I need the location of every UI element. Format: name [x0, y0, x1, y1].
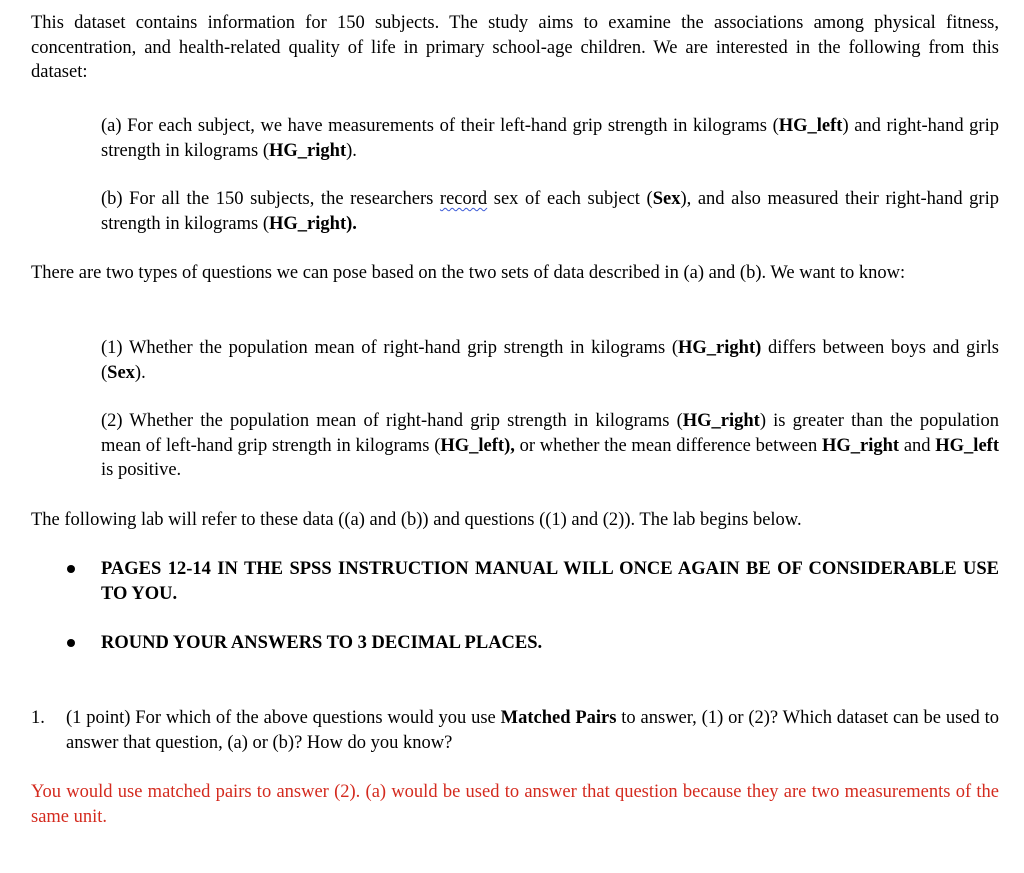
dataset-b-text-3: ), and also measured their right-hand grip strength in kilograms ( — [101, 189, 999, 234]
dataset-a-text-2: ) and right-hand grip strength in kilograms ( — [101, 116, 999, 161]
question-1-text-3: ). — [134, 362, 146, 383]
question-2-text-3: or whether the mean difference between — [514, 435, 822, 456]
variable-sex: Sex — [107, 362, 135, 383]
bullet-dot-icon — [67, 639, 75, 647]
dataset-b-paragraph — [101, 187, 999, 236]
question-number: 1. — [31, 708, 45, 728]
question-1-prompt — [66, 706, 999, 755]
matched-pairs-term: Matched Pairs — [500, 708, 617, 728]
variable-hg-left: HG_left), — [440, 435, 515, 456]
question-1-prompt-text-2: to answer, (1) or (2)? Which dataset can be used to answer that question, (a) or (b)? How do you know? — [66, 708, 999, 753]
lab-intro-paragraph: The following lab will refer to these data ((a) and (b)) and questions ((1) and (2)). The lab begins below. — [31, 510, 802, 530]
questions-intro-paragraph: There are two types of questions we can pose based on the two sets of data described in (a) and (b). We want to know: — [31, 263, 906, 283]
intro-paragraph: This dataset contains information for 150 subjects. The study aims to examine the associations among physical fitness, concentration, and health-related quality of life in primary school-age children. We are interested in the following from this dataset: — [31, 13, 999, 82]
question-2-text-4: and — [899, 435, 936, 456]
dataset-a-text-3: ). — [346, 140, 357, 161]
variable-hg-left: HG_left — [935, 435, 999, 456]
spellcheck-word: record — [439, 189, 488, 209]
variable-hg-right: HG_right — [682, 411, 760, 431]
question-1-text-1: (1) Whether the population mean of right-hand grip strength in kilograms ( — [101, 338, 679, 358]
bullet-instruction-manual: PAGES 12-14 IN THE SPSS INSTRUCTION MANUAL WILL ONCE AGAIN BE OF CONSIDERABLE USE TO YOU. — [101, 559, 999, 604]
question-1-paragraph — [101, 336, 999, 385]
variable-hg-right: HG_right — [821, 435, 900, 456]
dataset-a-text-1: (a) For each subject, we have measurements of their left-hand grip strength in kilograms ( — [101, 116, 779, 136]
question-2-paragraph — [101, 409, 999, 483]
dataset-b-text-2: sex of each subject ( — [487, 189, 653, 209]
answer-1-text: You would use matched pairs to answer (2). (a) would be used to answer that question because they are two measurements of the same unit. — [31, 782, 999, 827]
dataset-a-paragraph — [101, 114, 999, 163]
question-1-prompt-text-1: (1 point) For which of the above questions would you use — [66, 708, 501, 728]
variable-sex: Sex — [652, 189, 681, 209]
bullet-round-answers: ROUND YOUR ANSWERS TO 3 DECIMAL PLACES. — [101, 633, 543, 653]
question-2-text-5: is positive. — [101, 460, 182, 480]
variable-hg-right: HG_right — [269, 140, 347, 161]
question-2-text-2: ) is greater than the population mean of left-hand grip strength in kilograms ( — [101, 411, 999, 456]
question-1-text-2: differs between boys and girls ( — [101, 338, 999, 383]
variable-hg-left: HG_left — [778, 116, 843, 136]
question-2-text-1: (2) Whether the population mean of right-hand grip strength in kilograms ( — [101, 411, 683, 431]
variable-hg-right: HG_right) — [678, 338, 762, 358]
dataset-b-text-1: (b) For all the 150 subjects, the researchers — [101, 189, 440, 209]
bullet-dot-icon — [67, 565, 75, 573]
variable-hg-right: HG_right). — [269, 213, 357, 234]
